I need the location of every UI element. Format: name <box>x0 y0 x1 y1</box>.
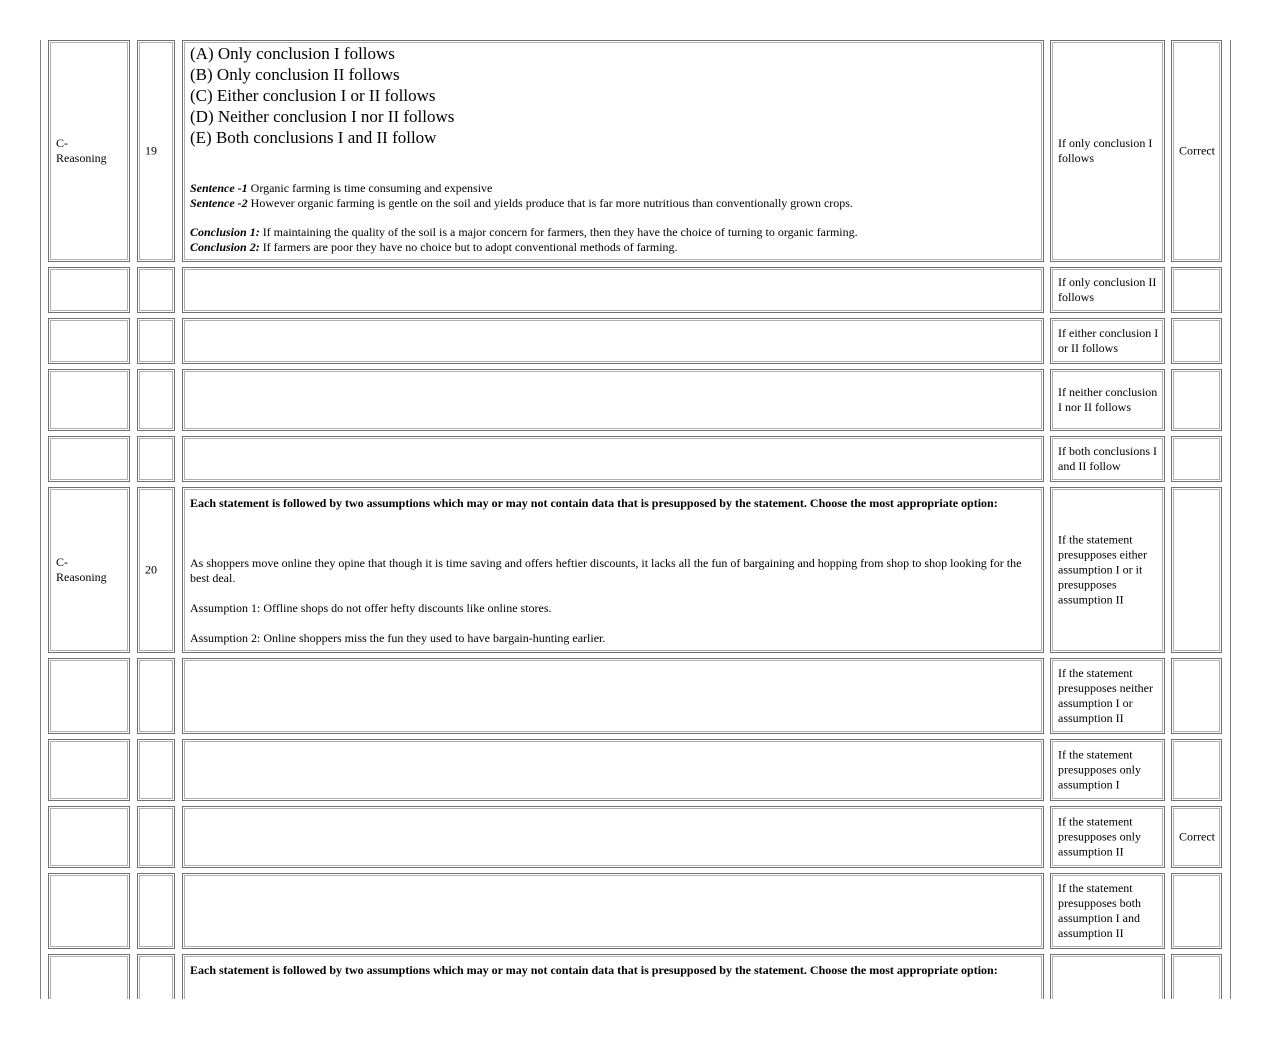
question-table <box>40 40 1231 999</box>
empty-cell <box>1050 954 1165 999</box>
answer-option-cell <box>1050 40 1165 262</box>
question-body-cell <box>182 40 1044 262</box>
answer-mark-cell <box>1171 369 1222 431</box>
answer-option-cell <box>1050 487 1165 653</box>
answer-mark-cell <box>1171 318 1222 364</box>
answer-option-text: If either conclusion I or II follows <box>1058 326 1159 355</box>
empty-cell <box>137 739 175 801</box>
section-cell <box>48 487 130 653</box>
section-label: C- Reasoning <box>56 136 107 165</box>
option-e: (E) Both conclusions I and II follow <box>190 128 437 147</box>
answer-mark-cell <box>1171 873 1222 949</box>
conclusion-1-text: If maintaining the quality of the soil is a major concern for farmers, then they have the choice of turning to organic farming. <box>259 225 858 239</box>
question-number-cell <box>137 487 175 653</box>
empty-cell <box>48 436 130 482</box>
empty-cell <box>48 318 130 364</box>
answer-option-cell <box>1050 658 1165 734</box>
conclusions <box>190 225 1037 255</box>
section-cell <box>48 40 130 262</box>
answer-option-text: If the statement presupposes either assumption I or it presupposes assumption II <box>1058 532 1147 607</box>
instruction-text: Each statement is followed by two assumptions which may or may not contain data that is presupposed by the statement. Choose the most appropriate option: <box>190 496 998 510</box>
assumption-1: Assumption 1: Offline shops do not offer hefty discounts like online stores. <box>190 601 552 615</box>
answer-option-text: If the statement presupposes neither assumption I or assumption II <box>1058 666 1153 725</box>
sentence-1-text: Organic farming is time consuming and expensive <box>247 181 493 195</box>
empty-cell <box>182 658 1044 734</box>
empty-cell <box>48 267 130 313</box>
empty-cell <box>182 873 1044 949</box>
empty-cell <box>48 873 130 949</box>
empty-cell <box>137 369 175 431</box>
sentence-2-label: Sentence -2 <box>190 196 248 210</box>
option-b: (B) Only conclusion II follows <box>190 65 400 84</box>
empty-cell <box>137 267 175 313</box>
answer-mark-cell <box>1171 267 1222 313</box>
option-c: (C) Either conclusion I or II follows <box>190 86 436 105</box>
answer-mark-cell <box>1171 806 1222 868</box>
sentence-2 <box>190 196 1037 211</box>
answer-option-cell <box>1050 436 1165 482</box>
answer-mark-cell <box>1171 487 1222 653</box>
sentence-2-text: However organic farming is gentle on the soil and yields produce that is far more nutritious than conventionally grown crops. <box>247 196 853 210</box>
empty-cell <box>48 739 130 801</box>
answer-mark-cell <box>1171 436 1222 482</box>
empty-cell <box>137 658 175 734</box>
empty-cell <box>48 658 130 734</box>
conclusion-1-label: Conclusion 1: <box>190 225 260 239</box>
empty-cell <box>137 318 175 364</box>
answer-mark-cell <box>1171 658 1222 734</box>
answer-option-text: If only conclusion I follows <box>1058 136 1153 165</box>
empty-cell <box>1171 954 1222 999</box>
answer-option-cell <box>1050 873 1165 949</box>
empty-cell <box>182 318 1044 364</box>
empty-cell <box>182 739 1044 801</box>
empty-cell <box>182 806 1044 868</box>
empty-cell <box>48 954 130 999</box>
answer-option-text: If the statement presupposes both assumption I and assumption II <box>1058 881 1141 940</box>
assumption-2: Assumption 2: Online shoppers miss the fun they used to have bargain-hunting earlier. <box>190 631 606 645</box>
answer-option-text: If the statement presupposes only assumption II <box>1058 814 1141 859</box>
empty-cell <box>137 954 175 999</box>
empty-cell <box>182 369 1044 431</box>
question-number: 20 <box>145 562 157 577</box>
empty-cell <box>137 436 175 482</box>
empty-cell <box>182 436 1044 482</box>
answer-mark: Correct <box>1179 143 1215 158</box>
question-number: 19 <box>145 143 157 158</box>
answer-option-cell <box>1050 739 1165 801</box>
answer-option-cell <box>1050 267 1165 313</box>
empty-cell <box>137 873 175 949</box>
instruction-text: Each statement is followed by two assumptions which may or may not contain data that is presupposed by the statement. Choose the most appropriate option: <box>190 963 998 977</box>
section-label: C- Reasoning <box>56 555 107 584</box>
answer-mark-cell <box>1171 739 1222 801</box>
options-list <box>190 43 1037 148</box>
empty-cell <box>137 806 175 868</box>
question-body-cell <box>182 487 1044 653</box>
conclusion-2 <box>190 240 1037 255</box>
answer-option-text: If the statement presupposes only assumption I <box>1058 747 1141 792</box>
empty-cell <box>182 267 1044 313</box>
question-body-cell <box>182 954 1044 999</box>
sentences <box>190 181 1037 211</box>
sentence-1-label: Sentence -1 <box>190 181 248 195</box>
answer-option-cell <box>1050 806 1165 868</box>
conclusion-2-text: If farmers are poor they have no choice but to adopt conventional methods of farming. <box>259 240 678 254</box>
empty-cell <box>48 806 130 868</box>
answer-mark: Correct <box>1179 829 1215 844</box>
answer-option-text: If only conclusion II follows <box>1058 275 1157 304</box>
answer-mark-cell <box>1171 40 1222 262</box>
question-number-cell <box>137 40 175 262</box>
answer-option-text: If both conclusions I and II follow <box>1058 444 1157 473</box>
option-d: (D) Neither conclusion I nor II follows <box>190 107 455 126</box>
conclusion-1 <box>190 225 1037 240</box>
answer-option-cell <box>1050 318 1165 364</box>
answer-option-text: If neither conclusion I nor II follows <box>1058 385 1158 414</box>
option-a: (A) Only conclusion I follows <box>190 44 395 63</box>
conclusion-2-label: Conclusion 2: <box>190 240 260 254</box>
answer-option-cell <box>1050 369 1165 431</box>
statement-text: As shoppers move online they opine that though it is time saving and offers heftier discounts, it lacks all the fun of bargaining and hopping from shop to shop looking for the best deal. <box>190 556 1022 585</box>
sentence-1 <box>190 181 1037 196</box>
empty-cell <box>48 369 130 431</box>
